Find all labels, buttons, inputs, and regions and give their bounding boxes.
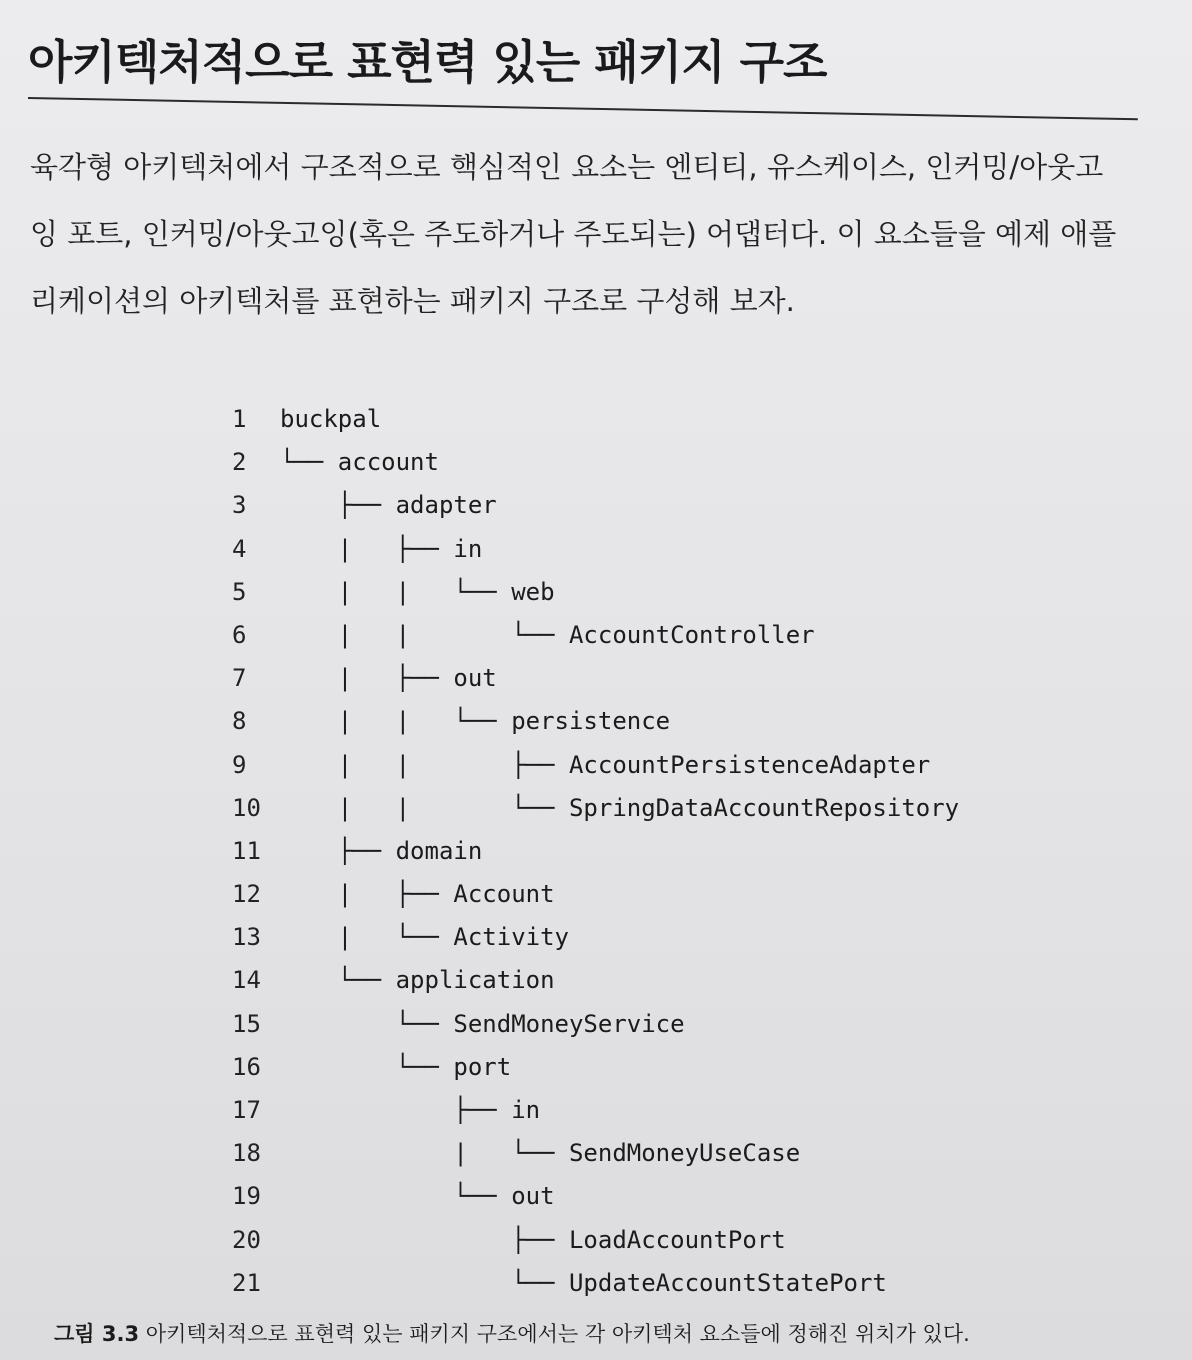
line-number: 12 (232, 880, 261, 909)
line-number: 1 (232, 405, 247, 433)
line-number: 9 (232, 750, 247, 779)
tree-entry: └── port (280, 1052, 512, 1081)
line-number: 10 (232, 793, 261, 822)
line-number: 14 (232, 966, 261, 995)
line-number: 7 (232, 664, 247, 693)
package-tree-listing (232, 398, 959, 1305)
code-line (232, 1219, 959, 1262)
line-number: 3 (232, 491, 247, 520)
tree-entry: └── application (280, 966, 555, 995)
line-number: 18 (232, 1139, 261, 1168)
code-line (232, 1132, 959, 1175)
tree-entry: ├── domain (280, 836, 483, 865)
tree-entry: | | └── persistence (280, 707, 671, 736)
code-line (232, 1089, 959, 1132)
tree-entry: | ├── out (280, 664, 497, 693)
code-line (232, 787, 959, 830)
line-number: 8 (232, 707, 247, 736)
line-number: 17 (232, 1096, 261, 1124)
tree-entry: └── account (280, 448, 439, 477)
line-number: 2 (232, 448, 247, 477)
code-line (232, 398, 959, 441)
code-line (232, 657, 959, 700)
paragraph-line: 육각형 아키텍처에서 구조적으로 핵심적인 요소는 엔티티, 유스케이스, 인커밍/아웃고 (30, 150, 1104, 184)
line-number: 20 (232, 1225, 261, 1254)
code-line (232, 1175, 959, 1218)
tree-entry: | ├── in (280, 534, 483, 563)
section-heading: 아키텍처적으로 표현력 있는 패키지 구조 (28, 35, 827, 89)
code-line (232, 959, 959, 1002)
code-line (232, 1003, 959, 1046)
line-number: 4 (232, 534, 247, 563)
code-line (232, 441, 959, 484)
tree-entry: | | └── web (280, 577, 555, 606)
code-line (232, 528, 959, 571)
figure-caption (54, 1318, 970, 1348)
code-line (232, 916, 959, 959)
paragraph-line: 리케이션의 아키텍처를 표현하는 패키지 구조로 구성해 보자. (30, 284, 795, 318)
code-line (232, 744, 959, 787)
code-line (232, 614, 959, 657)
code-line (232, 1262, 959, 1305)
tree-entry: | └── Activity (280, 923, 569, 952)
tree-entry: ├── LoadAccountPort (280, 1225, 786, 1254)
tree-entry: └── SendMoneyService (280, 1009, 685, 1038)
tree-entry: | | └── SpringDataAccountRepository (280, 793, 960, 822)
tree-entry: | | └── AccountController (280, 620, 815, 649)
code-line (232, 571, 959, 614)
tree-entry: | └── SendMoneyUseCase (280, 1139, 801, 1168)
tree-entry: └── UpdateAccountStatePort (280, 1268, 887, 1297)
code-line (232, 700, 959, 743)
body-paragraph (30, 134, 1170, 335)
tree-entry: └── out (280, 1182, 555, 1211)
code-line (232, 830, 959, 873)
line-number: 19 (232, 1182, 261, 1211)
paragraph-line: 잉 포트, 인커밍/아웃고잉(혹은 주도하거나 주도되는) 어댑터다. 이 요소들을 예제 애플 (30, 217, 1117, 251)
line-number: 21 (232, 1268, 261, 1297)
tree-entry: ├── adapter (280, 491, 497, 520)
line-number: 11 (232, 836, 261, 865)
figure-label: 그림 3.3 (54, 1322, 140, 1346)
line-number: 13 (232, 923, 261, 952)
figure-caption-text: 아키텍처적으로 표현력 있는 패키지 구조에서는 각 아키텍처 요소들에 정해진 위치가 있다. (145, 1322, 970, 1346)
code-line (232, 1046, 959, 1089)
code-line (232, 873, 959, 916)
line-number: 15 (232, 1009, 261, 1038)
tree-entry: buckpal (280, 405, 382, 433)
tree-entry: | | ├── AccountPersistenceAdapter (280, 750, 931, 779)
tree-entry: ├── in (280, 1096, 541, 1124)
heading-rule (28, 97, 1138, 120)
line-number: 6 (232, 620, 247, 649)
code-line (232, 484, 959, 527)
line-number: 16 (232, 1052, 261, 1081)
line-number: 5 (232, 577, 247, 606)
tree-entry: | ├── Account (280, 880, 555, 909)
